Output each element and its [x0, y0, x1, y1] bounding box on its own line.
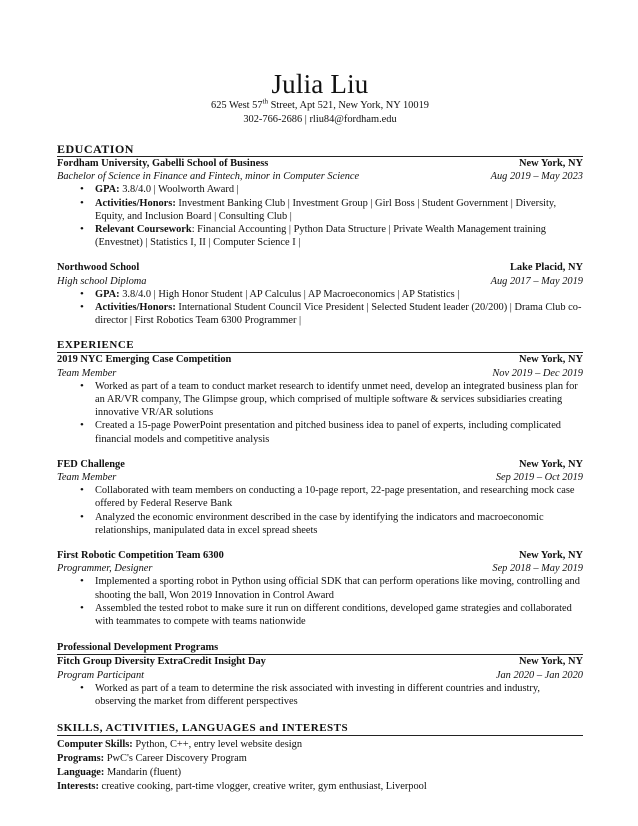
skill-text: PwC's Career Discovery Program: [104, 752, 247, 764]
bullet-label: GPA:: [95, 184, 120, 196]
list-item: [95, 183, 583, 196]
bullet-text: Investment Banking Club | Investment Group | Girl Boss | Student Government | Diversity, Equity, and Inclusion Board | Consulting Club |: [95, 197, 557, 222]
address-line: [57, 99, 583, 113]
skill-label: Language:: [57, 766, 105, 778]
job-role: Programmer, Designer: [57, 563, 153, 575]
list-item: • Worked as part of a team to determine the risk associated with investing in different countries and industry, observing the market from different perspectives: [95, 682, 583, 708]
job-role: Program Participant: [57, 669, 145, 681]
school-header: [57, 157, 583, 170]
skills-section: [57, 722, 583, 793]
bullet-label: Activities/Honors:: [95, 197, 176, 209]
job-location: New York, NY: [519, 550, 583, 562]
job-dates: Sep 2018 – May 2019: [492, 563, 583, 575]
list-item: [95, 197, 583, 223]
address-sup: th: [262, 97, 268, 106]
job-header: [57, 458, 583, 471]
skill-text: Mandarin (fluent): [104, 766, 182, 778]
school-location: Lake Placid, NY: [509, 262, 583, 274]
list-item: • Worked as part of a team to conduct market research to identify unmet need, develop an integrated business plan for an AR/VR company, The Glimpse group, which comprised of multiple software & services subsidiaries creating innovative VR/AR solutions: [95, 380, 583, 420]
job-entry: [57, 655, 583, 708]
bullet-label: GPA:: [95, 288, 120, 300]
skill-text: Python, C++, entry level website design: [132, 739, 303, 751]
list-item: • Analyzed the economic environment described in the case by identifying the indicators and macroeconomic relationships, manipulated data in excel spread sheets: [95, 511, 583, 537]
bullet-text: 3.8/4.0 | High Honor Student | AP Calculus | AP Macroeconomics | AP Statistics |: [119, 288, 460, 300]
list-item: [95, 301, 583, 327]
skill-label: Interests:: [57, 780, 99, 792]
candidate-name: Julia Liu: [271, 69, 369, 99]
job-role: Team Member: [57, 367, 117, 379]
school-dates: Aug 2017 – May 2019: [490, 275, 583, 287]
job-location: New York, NY: [519, 354, 583, 366]
skill-label: Programs:: [57, 752, 105, 764]
job-dates: Sep 2019 – Oct 2019: [495, 472, 583, 484]
bullet-text: International Student Council Vice President | Selected Student leader (20/200) | Drama Club co-director | First Robotics Team 6300 Programmer |: [95, 302, 582, 327]
professional-section: [57, 641, 583, 708]
skill-label: Computer Skills:: [57, 739, 133, 751]
skills-title: SKILLS, ACTIVITIES, LANGUAGES and INTERESTS: [57, 722, 583, 736]
school-bullets: [57, 288, 583, 328]
job-name: FED Challenge: [57, 458, 125, 470]
job-dates: Nov 2019 – Dec 2019: [492, 367, 583, 379]
job-location: New York, NY: [519, 656, 583, 668]
contact-line: 302-766-2686 | rliu84@fordham.edu: [243, 114, 397, 125]
list-item: [95, 288, 583, 301]
school-entry: [57, 261, 583, 327]
bullet-text: 3.8/4.0 | Woolworth Award |: [119, 184, 239, 196]
job-role: Team Member: [57, 472, 117, 484]
school-name: Northwood School: [57, 262, 140, 274]
job-header: [57, 655, 583, 668]
school-degree: Bachelor of Science in Finance and Fintech, minor in Computer Science: [57, 171, 360, 183]
school-dates: Aug 2019 – May 2023: [490, 171, 583, 183]
skill-text: creative cooking, part-time vlogger, creative writer, gym enthusiast, Liverpool: [98, 780, 427, 792]
bullet-text: : Financial Accounting | Python Data Structure | Private Wealth Management training (Envestnet) | Statistics I, II | Computer Science I |: [95, 224, 546, 249]
bullet-label: Activities/Honors:: [95, 302, 176, 314]
experience-title: EXPERIENCE: [57, 339, 583, 353]
job-header: [57, 353, 583, 366]
skill-line: [57, 766, 583, 780]
job-name: First Robotic Competition Team 6300: [57, 550, 224, 562]
school-degree-row: [57, 275, 583, 288]
list-item: • Created a 15-page PowerPoint presentation and pitched business idea to panel of experts, including complicated financial models and competitive analysis: [95, 419, 583, 445]
job-role-row: [57, 669, 583, 682]
school-location: New York, NY: [519, 158, 583, 169]
job-role-row: [57, 471, 583, 484]
job-name: 2019 NYC Emerging Case Competition: [57, 354, 232, 366]
list-item: • Assembled the tested robot to make sure it run on different conditions, developed game strategies and collaborated with teammates to compete with teams nationwide: [95, 602, 583, 628]
education-title: EDUCATION: [57, 143, 583, 157]
job-role-row: [57, 562, 583, 575]
job-header: [57, 549, 583, 562]
school-bullets: [57, 183, 583, 249]
job-bullets: [57, 484, 583, 537]
job-bullets: [57, 380, 583, 446]
job-entry: [57, 549, 583, 628]
job-bullets: [57, 575, 583, 628]
job-location: New York, NY: [519, 458, 583, 470]
skill-line: [57, 738, 583, 752]
school-header: [57, 261, 583, 274]
address-pre: 625 West 57: [211, 100, 263, 111]
skill-line: [57, 780, 583, 794]
job-entry: [57, 353, 583, 445]
job-role-row: [57, 367, 583, 380]
job-name: Fitch Group Diversity ExtraCredit Insight Day: [57, 656, 266, 668]
job-dates: Jan 2020 – Jan 2020: [495, 669, 583, 681]
experience-section: [57, 339, 583, 628]
school-name: Fordham University, Gabelli School of Business: [57, 158, 269, 169]
job-entry: [57, 458, 583, 537]
bullet-label: Relevant Coursework: [95, 224, 192, 236]
list-item: • Collaborated with team members on conducting a 10-page report, 22-page presentation, and researching mock case offered by Federal Reserve Bank: [95, 484, 583, 510]
job-bullets: [57, 682, 583, 708]
professional-title: Professional Development Programs: [57, 641, 583, 655]
list-item: • Implemented a sporting robot in Python using official SDK that can perform operations like moving, controlling and shooting the ball, Won 2019 Innovation in Control Award: [95, 575, 583, 601]
school-degree: High school Diploma: [57, 275, 147, 287]
list-item: [95, 223, 583, 249]
address-post: Street, Apt 521, New York, NY 10019: [268, 100, 429, 111]
school-degree-row: [57, 170, 583, 183]
education-section: [57, 143, 583, 327]
skill-line: [57, 752, 583, 766]
school-entry: [57, 157, 583, 249]
